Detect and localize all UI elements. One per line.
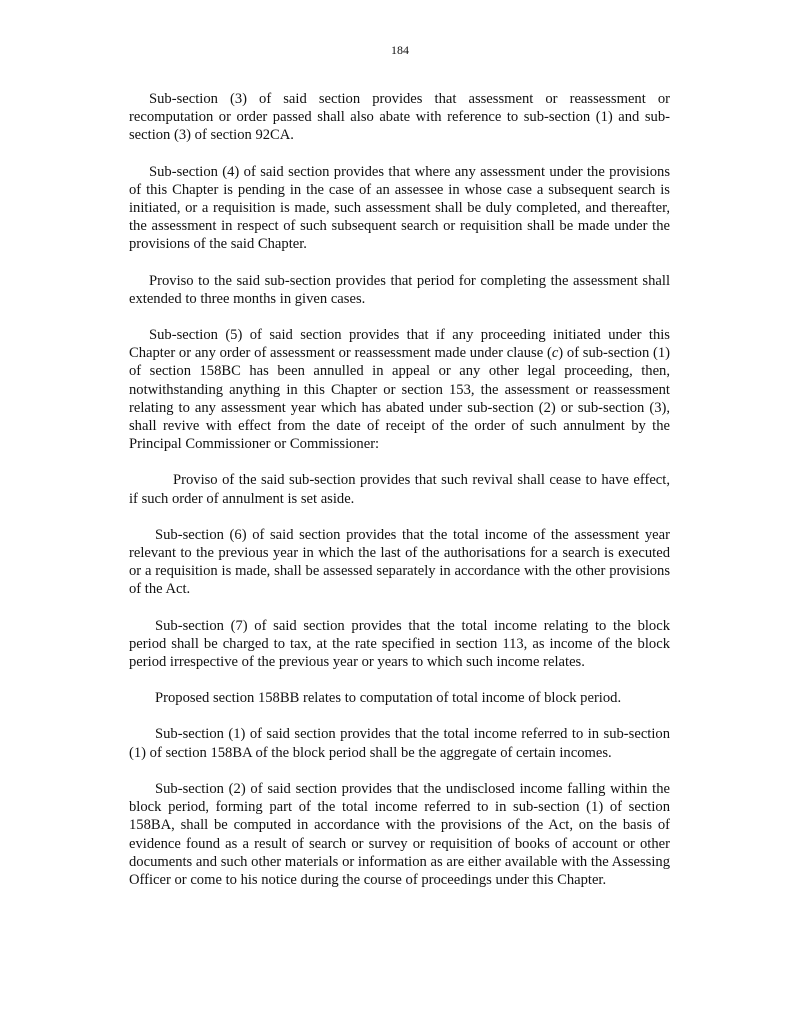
paragraph-subsection-6: Sub-section (6) of said section provides that the total income of the assessment year relevant to the previous year in which the last of the authorisations for a search is executed or a requisition is made, shall be assessed separately in accordance with the other provisions of the Act. <box>129 526 670 598</box>
paragraph-proviso-subsection-5: Proviso of the said sub-section provides that such revival shall cease to have effect, if such order of annulment is set aside. <box>129 472 670 507</box>
paragraph-subsection-5-part-2: ) of sub-section (1) of section 158BC has been annulled in appeal or any other legal proceeding, then, notwithstanding anything in this Chapter or section 153, the assessment or reassessment relating to any assessment year which has abated under sub-section (2) or sub-section (3), shall revive with effect from the date of receipt of the order of such annulment by the Principal Commissioner or Commissioner: <box>129 345 671 453</box>
paragraph-proviso-subsection-4: Proviso to the said sub-section provides that period for completing the assessment shall extended to three months in given cases. <box>129 272 670 307</box>
paragraph-subsection-4: Sub-section (4) of said section provides that where any assessment under the provisions of this Chapter is pending in the case of an assessee in whose case a subsequent search is initiated, or a requisition is made, such assessment shall be duly completed, and thereafter, the assessment in respect of such subsequent search or requisition shall be made under the provisions of the said Chapter. <box>129 163 670 253</box>
paragraph-158bb-subsection-2: Sub-section (2) of said section provides that the undisclosed income falling within the block period, forming part of the total income referred to in sub-section (1) of section 158BA, shall be computed in accordance with the provisions of the Act, on the basis of evidence found as a result of search or survey or requisition of books of account or other documents and such other materials or information as are either available with the Assessing Officer or come to his notice during the course of proceedings under this Chapter. <box>129 780 670 888</box>
paragraph-subsection-7: Sub-section (7) of said section provides that the total income relating to the block period shall be charged to tax, at the rate specified in section 113, as income of the block period irrespective of the previous year or years to which such income relates. <box>129 617 670 671</box>
clause-letter-c: c <box>551 345 559 362</box>
paragraph-158bb-subsection-1: Sub-section (1) of said section provides that the total income referred to in sub-section (1) of section 158BA of the block period shall be the aggregate of certain incomes. <box>129 726 670 761</box>
document-body <box>129 90 670 907</box>
page-number: 184 <box>391 43 409 57</box>
paragraph-subsection-3: Sub-section (3) of said section provides that assessment or reassessment or recomputation or order passed shall also abate with reference to sub-section (1) and sub-section (3) of section 92CA. <box>129 91 670 144</box>
paragraph-subsection-5-part-1: Sub-section (5) of said section provides that if any proceeding initiated under this Chapter or any order of assessment or reassessment made under clause ( <box>129 327 670 362</box>
paragraph-section-158bb-heading: Proposed section 158BB relates to computation of total income of block period. <box>155 690 622 707</box>
paragraph-subsection-5 <box>129 326 670 453</box>
